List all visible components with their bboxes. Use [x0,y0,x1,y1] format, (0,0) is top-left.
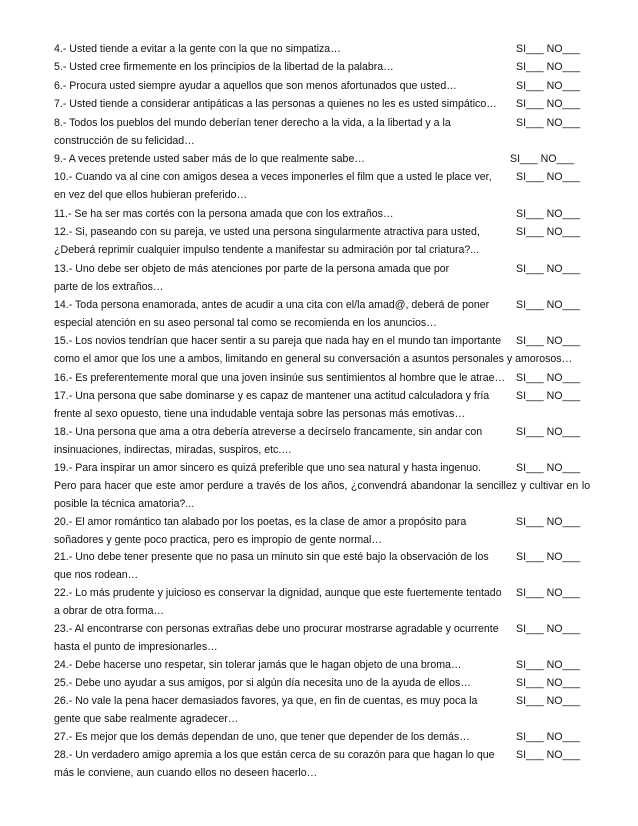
question-20 [54,513,588,549]
question-text-continued: frente al sexo opuesto, tiene una indudable ventaja sobre las personas más emotivas… [54,408,466,420]
question-25 [54,674,588,692]
yes-no-answer: SI___ NO___ [516,80,581,92]
yes-no-answer: SI___ NO___ [516,335,581,347]
question-text: 13.- Uno debe ser objeto de más atenciones por parte de la persona amada que por [54,263,450,275]
question-16 [54,369,588,387]
question-text: 16.- Es preferentemente moral que una joven insinúe sus sentimientos al hombre que le atrae… [54,372,506,384]
question-23 [54,620,588,656]
question-text-continued: soñadores y gente poco practica, pero es impropio de gente normal… [54,534,383,546]
question-text: 4.- Usted tiende a evitar a la gente con la que no simpatiza… [54,43,341,55]
question-text: 21.- Uno debe tener presente que no pasa un minuto sin que esté bajo la observación de los [54,551,489,563]
question-15 [54,332,588,368]
yes-no-answer: SI___ NO___ [516,43,581,55]
question-17 [54,387,588,423]
question-19 [54,459,591,513]
yes-no-answer: SI___ NO___ [516,731,581,743]
question-text-continued: como el amor que los une a ambos, limitando en general su conversación a asuntos personales y amorosos… [54,353,573,365]
yes-no-answer: SI___ NO___ [516,659,581,671]
question-26 [54,692,588,728]
question-text-continued: ¿Deberá reprimir cualquier impulso tendente a manifestar su admiración por tal criatura?... [54,244,480,256]
question-28 [54,746,588,782]
question-text-continued: parte de los extraños… [54,281,164,293]
yes-no-answer: SI___ NO___ [516,677,581,689]
question-text: 14.- Toda persona enamorada, antes de acudir a una cita con el/la amad@, deberá de poner [54,299,490,311]
question-12 [54,223,588,259]
question-text: 18.- Una persona que ama a otra debería atreverse a decírselo francamente, sin andar con [54,426,483,438]
question-text: 24.- Debe hacerse uno respetar, sin tolerar jamás que le hagan objeto de una broma… [54,659,462,671]
yes-no-answer: SI___ NO___ [516,551,581,563]
question-text-continued: posible la técnica amatoria?... [54,498,195,510]
yes-no-answer: SI___ NO___ [516,299,581,311]
question-text-continued: especial atención en su aseo personal tal como se recomienda en los anuncios… [54,317,437,329]
question-text-continued: en vez del que ellos hubieran preferido… [54,189,248,201]
yes-no-answer: SI___ NO___ [516,98,581,110]
question-text: 11.- Se ha ser mas cortés con la persona amada que con los extraños… [54,208,394,220]
yes-no-answer: SI___ NO___ [516,516,581,528]
question-text: 12.- Si, paseando con su pareja, ve usted una persona singularmente atractiva para usted, [54,226,480,238]
yes-no-answer: SI___ NO___ [516,226,581,238]
question-text: 25.- Debe uno ayudar a sus amigos, por si algún día necesita uno de la ayuda de ellos… [54,677,471,689]
question-text-continued: que nos rodean… [54,569,139,581]
question-text-continued: construcción de su felicidad… [54,135,195,147]
question-text: 8.- Todos los pueblos del mundo deberían tener derecho a la vida, a la libertad y a la [54,117,451,129]
yes-no-answer: SI___ NO___ [510,153,575,165]
question-text: 20.- El amor romántico tan alabado por los poetas, es la clase de amor a propósito para [54,516,467,528]
question-text: 10.- Cuando va al cine con amigos desea a veces imponerles el film que a usted le place ver, [54,171,492,183]
question-text-continued: más le conviene, aun cuando ellos no deseen hacerlo… [54,767,318,779]
question-8 [54,114,588,150]
question-9 [54,150,588,168]
question-27 [54,728,588,746]
question-14 [54,296,588,332]
question-text-continued: hasta el punto de impresionarles… [54,641,218,653]
question-5 [54,58,588,76]
yes-no-answer: SI___ NO___ [516,372,581,384]
question-21 [54,548,588,584]
question-text-continued: gente que sabe realmente agradecer… [54,713,239,725]
question-text: 26.- No vale la pena hacer demasiados favores, ya que, en fin de cuentas, es muy poca la [54,695,478,707]
question-text-continued: a obrar de otra forma… [54,605,165,617]
question-text: 28.- Un verdadero amigo apremia a los que están cerca de su corazón para que hagan lo que [54,749,495,761]
question-text-continued: insinuaciones, indirectas, miradas, suspiros, etc.… [54,444,292,456]
question-7 [54,95,588,113]
yes-no-answer: SI___ NO___ [516,263,581,275]
yes-no-answer: SI___ NO___ [516,695,581,707]
question-text: 15.- Los novios tendrían que hacer sentir a su pareja que nada hay en el mundo tan importante [54,335,501,347]
question-6 [54,77,588,95]
question-text: 7.- Usted tiende a considerar antipáticas a las personas a quienes no les es usted simpático… [54,98,497,110]
yes-no-answer: SI___ NO___ [516,623,581,635]
yes-no-answer: SI___ NO___ [516,390,581,402]
question-4 [54,40,588,58]
question-text: 17.- Una persona que sabe dominarse y es capaz de mantener una actitud calculadora y fría [54,390,490,402]
question-text: 23.- Al encontrarse con personas extrañas debe uno procurar mostrarse agradable y ocurrente [54,623,499,635]
question-text: 6.- Procura usted siempre ayudar a aquellos que son menos afortunados que usted… [54,80,457,92]
question-18 [54,423,588,459]
question-text-continued: Pero para hacer que este amor perdure a través de los años, ¿convendrá abandonar la sencillez y cultivar en lo [54,480,591,492]
question-text: 22.- Lo más prudente y juicioso es conservar la dignidad, aunque que este fuertemente tentado [54,587,502,599]
yes-no-answer: SI___ NO___ [516,749,581,761]
yes-no-answer: SI___ NO___ [516,426,581,438]
question-22 [54,584,588,620]
yes-no-answer: SI___ NO___ [516,462,581,474]
question-text: 5.- Usted cree firmemente en los principios de la libertad de la palabra… [54,61,394,73]
question-10 [54,168,588,204]
question-13 [54,260,588,296]
question-text: 9.- A veces pretende usted saber más de lo que realmente sabe… [54,153,365,165]
yes-no-answer: SI___ NO___ [516,587,581,599]
yes-no-answer: SI___ NO___ [516,61,581,73]
question-text: 19.- Para inspirar un amor sincero es quizá preferible que uno sea natural y hasta ingenuo. [54,462,481,474]
question-24 [54,656,588,674]
yes-no-answer: SI___ NO___ [516,171,581,183]
question-11 [54,205,588,223]
question-text: 27.- Es mejor que los demás dependan de uno, que tener que depender de los demás… [54,731,470,743]
yes-no-answer: SI___ NO___ [516,117,581,129]
yes-no-answer: SI___ NO___ [516,208,581,220]
